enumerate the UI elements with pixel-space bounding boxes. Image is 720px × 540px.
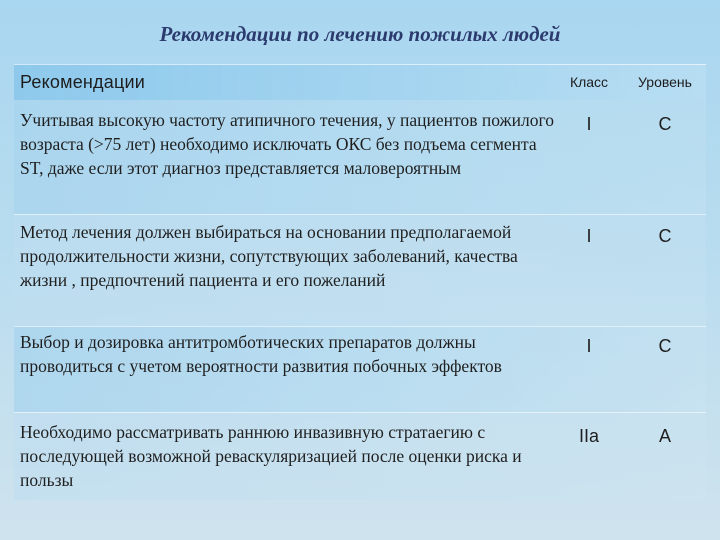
- header-recommendations: Рекомендации: [20, 72, 145, 92]
- table-row: [14, 214, 706, 326]
- row-divider: [14, 326, 706, 327]
- level-value: C: [658, 336, 672, 356]
- table-row: [14, 326, 706, 412]
- recommendations-table: [14, 64, 706, 500]
- row-divider: [14, 412, 706, 413]
- class-value: I: [586, 336, 592, 356]
- row-divider: [14, 214, 706, 215]
- recommendation-text: Необходимо рассматривать раннюю инвазивную стратаегию с последующей возможной реваскуляризацией после оценки риска и пользы: [20, 422, 522, 490]
- class-value: I: [586, 226, 592, 246]
- header-level: Уровень: [638, 73, 692, 90]
- table-header-row: [14, 64, 706, 100]
- recommendation-text: Выбор и дозировка антитромботических препаратов должны проводиться с учетом вероятности развития побочных эффектов: [20, 332, 502, 376]
- slide-title: Рекомендации по лечению пожилых людей: [159, 22, 561, 46]
- level-value: C: [658, 114, 672, 134]
- class-value: IIa: [578, 426, 599, 446]
- table-row: [14, 412, 706, 500]
- class-value: I: [586, 114, 592, 134]
- level-value: C: [658, 226, 672, 246]
- table-row: [14, 100, 706, 214]
- recommendation-text: Учитывая высокую частоту атипичного течения, у пациентов пожилого возраста (>75 лет) необходимо исключать ОКС без подъема сегмента ST, даже если этот диагноз представляется маловероятным: [20, 110, 554, 178]
- level-value: A: [658, 426, 671, 446]
- recommendation-text: Метод лечения должен выбираться на основании предполагаемой продолжительности жизни, сопутствующих заболеваний, качества жизни , предпочтений пациента и его пожеланий: [20, 222, 518, 290]
- header-class: Класс: [569, 73, 609, 90]
